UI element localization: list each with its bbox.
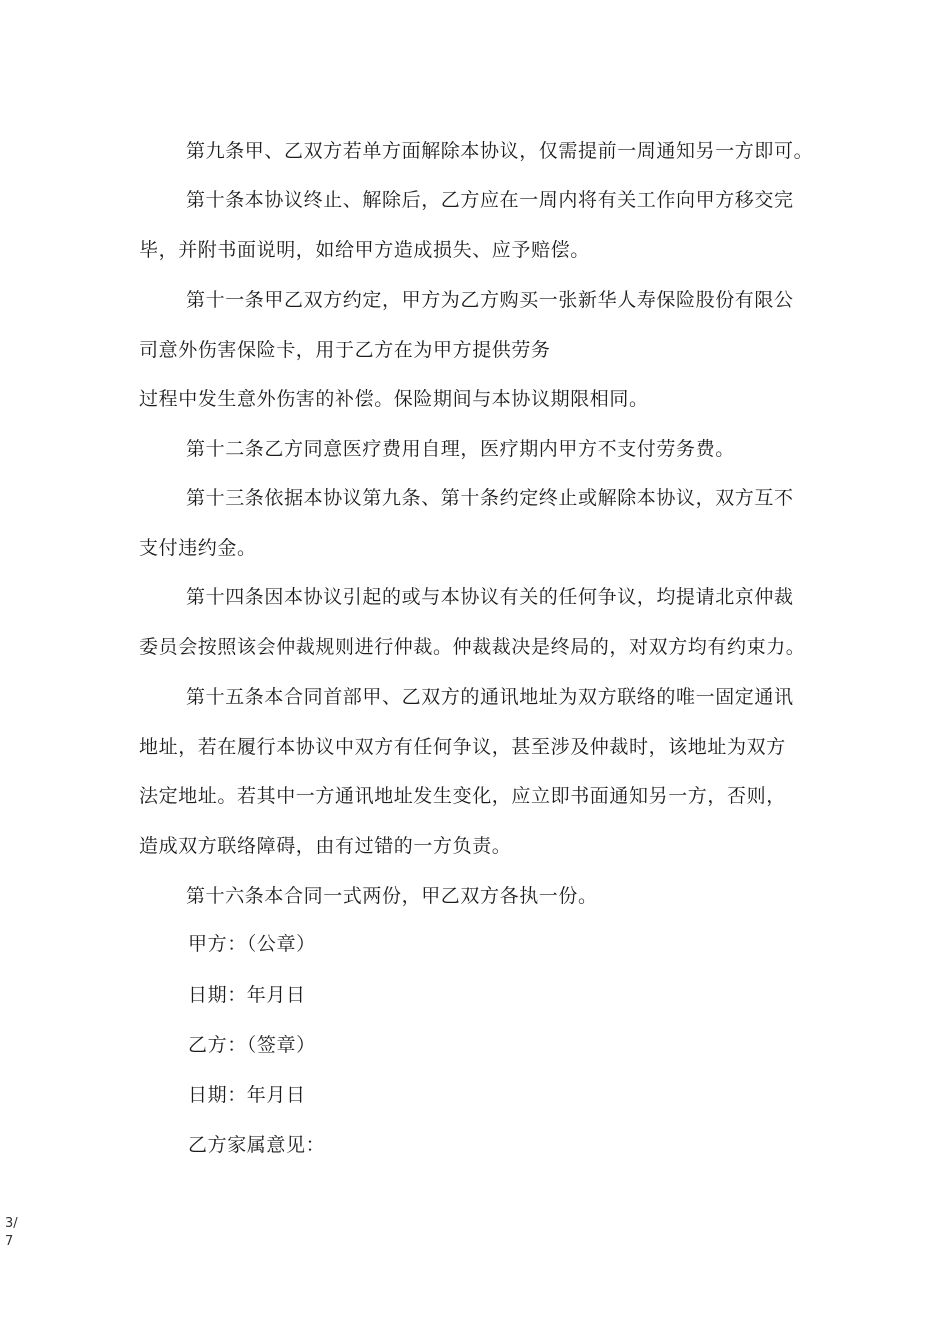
clause-11-line-3: 过程中发生意外伤害的补偿。保险期间与本协议期限相同。 xyxy=(139,388,649,410)
party-b-seal: 乙方：（签章） xyxy=(188,1034,316,1056)
page-number-top: 3/ xyxy=(5,1216,18,1231)
clause-10-line-2: 毕，并附书面说明，如给甲方造成损失、应予赔偿。 xyxy=(139,239,590,261)
clause-13-line-2: 支付违约金。 xyxy=(139,537,257,559)
clause-14-line-1: 第十四条因本协议引起的或与本协议有关的任何争议，均提请北京仲裁 xyxy=(186,586,794,608)
clause-14-line-2: 委员会按照该会仲裁规则进行仲裁。仲裁裁决是终局的，对双方均有约束力。 xyxy=(139,636,806,658)
party-a-seal: 甲方：（公章） xyxy=(188,933,316,955)
clause-16: 第十六条本合同一式两份，甲乙双方各执一份。 xyxy=(186,885,598,907)
clause-12: 第十二条乙方同意医疗费用自理，医疗期内甲方不支付劳务费。 xyxy=(186,438,735,460)
clause-15-line-3: 法定地址。若其中一方通讯地址发生变化，应立即书面通知另一方，否则， xyxy=(139,785,786,807)
party-b-date: 日期：年月日 xyxy=(188,1084,306,1106)
clause-15-line-4: 造成双方联络障碍，由有过错的一方负责。 xyxy=(139,835,512,857)
clause-10-line-1: 第十条本协议终止、解除后，乙方应在一周内将有关工作向甲方移交完 xyxy=(186,189,794,211)
clause-9: 第九条甲、乙双方若单方面解除本协议，仅需提前一周通知另一方即可。 xyxy=(186,140,814,162)
party-a-date: 日期：年月日 xyxy=(188,984,306,1006)
clause-15-line-2: 地址，若在履行本协议中双方有任何争议，甚至涉及仲裁时，该地址为双方 xyxy=(139,736,786,758)
party-b-family-opinion: 乙方家属意见： xyxy=(188,1134,326,1156)
clause-13-line-1: 第十三条依据本协议第九条、第十条约定终止或解除本协议，双方互不 xyxy=(186,487,794,509)
clause-11-line-2: 司意外伤害保险卡，用于乙方在为甲方提供劳务 xyxy=(139,339,551,361)
clause-11-line-1: 第十一条甲乙双方约定，甲方为乙方购买一张新华人寿保险股份有限公 xyxy=(186,289,794,311)
page-number-bottom: 7 xyxy=(5,1234,14,1249)
clause-15-line-1: 第十五条本合同首部甲、乙双方的通讯地址为双方联络的唯一固定通讯 xyxy=(186,686,794,708)
